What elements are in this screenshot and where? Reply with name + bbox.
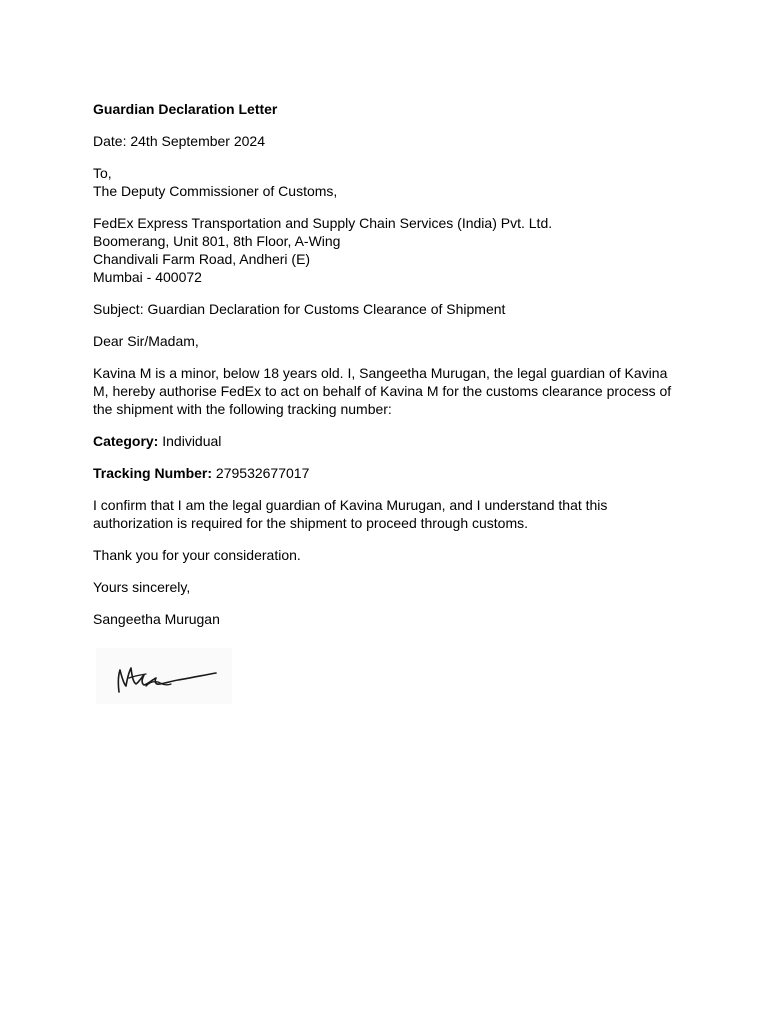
letter-date: Date: 24th September 2024 [93, 133, 266, 149]
address-block [93, 214, 683, 286]
tracking-label: Tracking Number: [93, 465, 213, 481]
letter-title: Guardian Declaration Letter [93, 101, 278, 117]
category-value: Individual [162, 433, 222, 449]
recipient-block [93, 164, 683, 200]
tracking-row [93, 464, 683, 482]
category-label: Category: [93, 433, 159, 449]
tracking-value: 279532677017 [215, 465, 310, 481]
letter-body [93, 100, 683, 642]
handwritten-signature [96, 648, 232, 704]
category-row [93, 432, 683, 450]
address-company: FedEx Express Transportation and Supply Chain Services (India) Pvt. Ltd. [93, 215, 553, 231]
letter-greeting: Dear Sir/Madam, [93, 333, 199, 349]
recipient-name: The Deputy Commissioner of Customs, [93, 183, 338, 199]
confirmation-paragraph: I confirm that I am the legal guardian of Kavina Murugan, and I understand that this authorization is required for the shipment to proceed through customs. [93, 497, 608, 531]
closing-line: Yours sincerely, [93, 579, 191, 595]
thanks-line: Thank you for your consideration. [93, 547, 301, 563]
signer-name: Sangeetha Murugan [93, 611, 220, 627]
signature-icon [96, 648, 232, 704]
address-line-3: Mumbai - 400072 [93, 269, 202, 285]
address-line-2: Chandivali Farm Road, Andheri (E) [93, 251, 311, 267]
recipient-to: To, [93, 165, 112, 181]
address-line-1: Boomerang, Unit 801, 8th Floor, A-Wing [93, 233, 341, 249]
body-intro-paragraph: Kavina M is a minor, below 18 years old. I, Sangeetha Murugan, the legal guardian of Kavina M, hereby authorise FedEx to act on behalf of Kavina M for the customs clearance process of the shipment with the following tracking number: [93, 365, 672, 417]
letter-subject: Subject: Guardian Declaration for Customs Clearance of Shipment [93, 301, 506, 317]
